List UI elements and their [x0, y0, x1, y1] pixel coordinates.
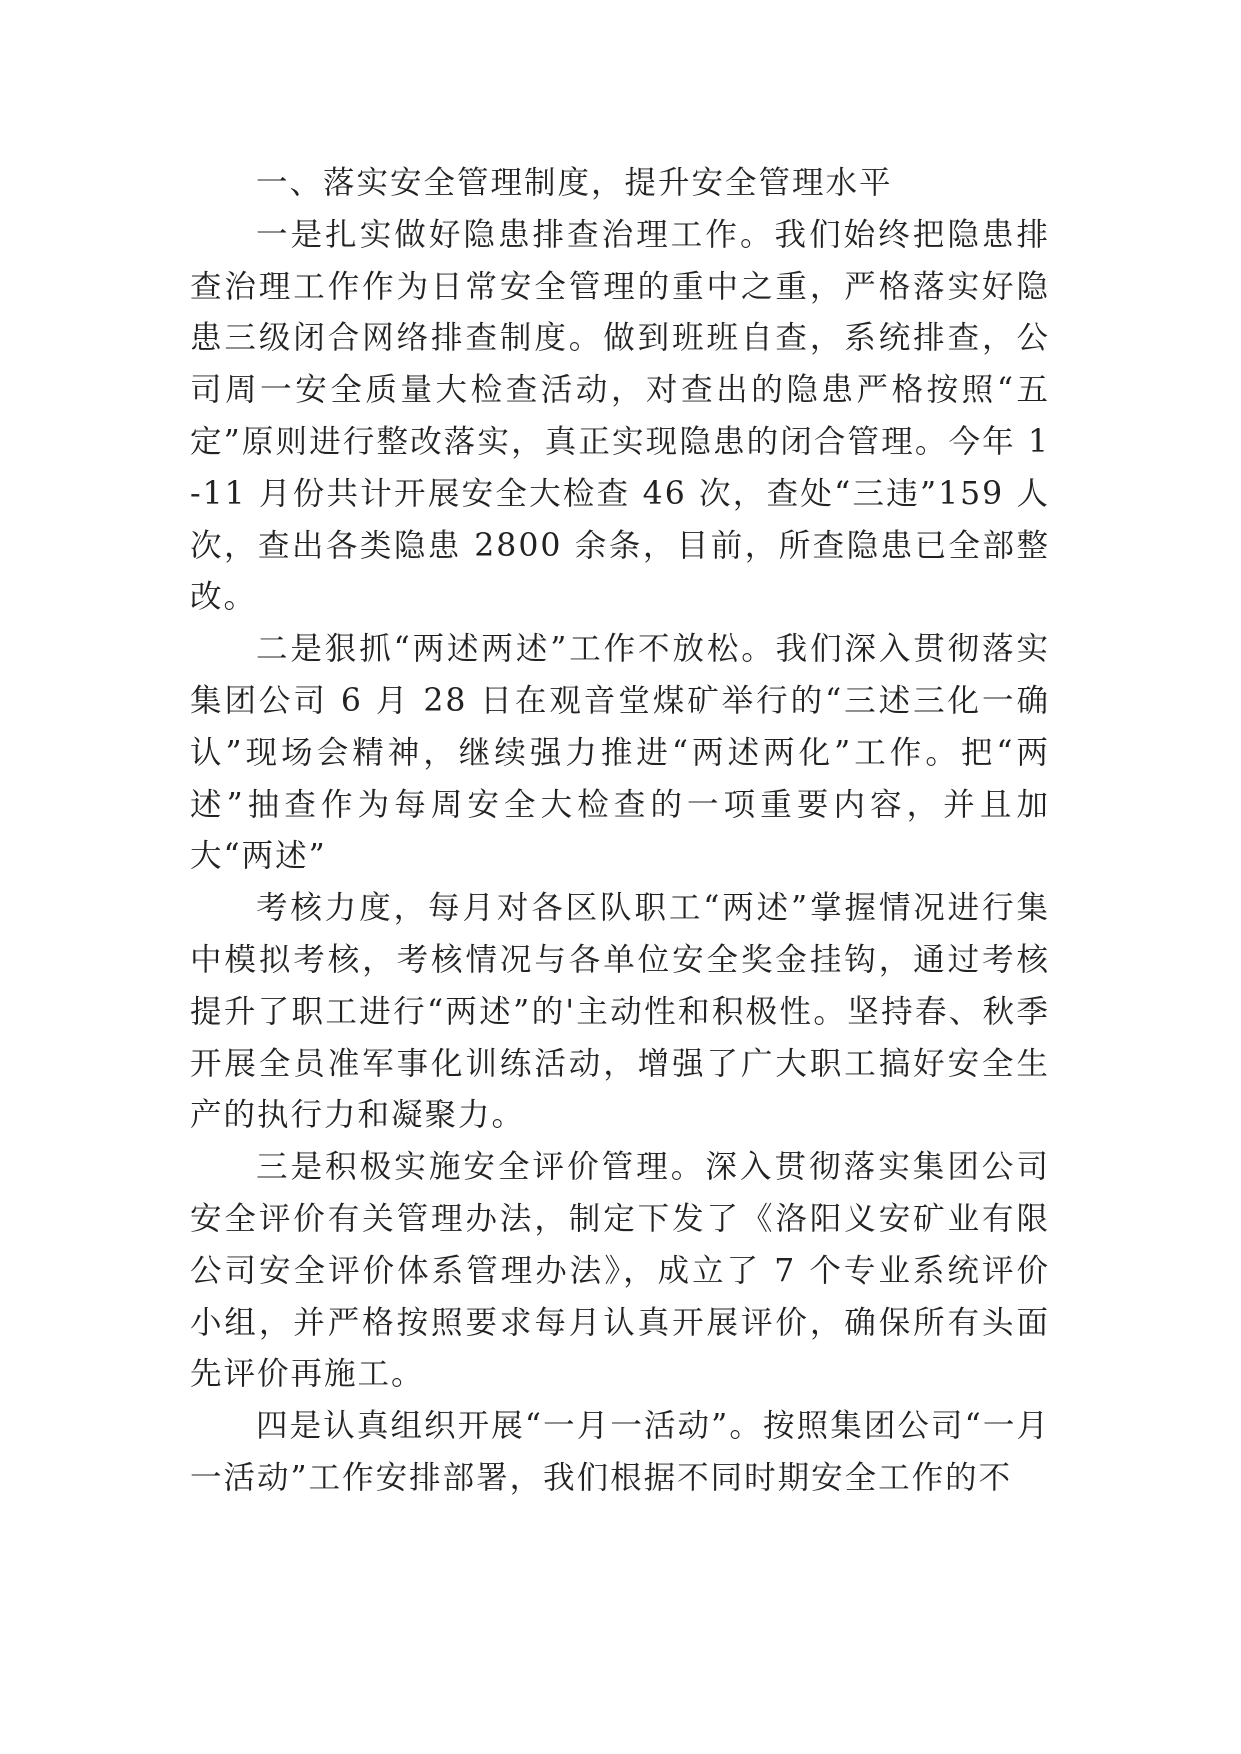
paragraph-monthly-activity: 四是认真组织开展“一月一活动”。按照集团公司“一月一活动”工作安排部署，我们根据不同时期安全工作的不 [190, 1408, 1050, 1496]
section-heading: 一、落实安全管理制度，提升安全管理水平 [256, 165, 893, 201]
paragraph-safety-evaluation: 三是积极实施安全评价管理。深入贯彻落实集团公司安全评价有关管理办法，制定下发了《洛阳义安矿业有限公司安全评价体系管理办法》，成立了 7 个专业系统评价小组，并严格按照要求每月认真开展评价，确保所有头面先评价再施工。 [190, 1149, 1050, 1393]
paragraph-two-statements: 二是狠抓“两述两述”工作不放松。我们深入贯彻落实集团公司 6 月 28 日在观音堂煤矿举行的“三述三化一确认”现场会精神，继续强力推进“两述两化”工作。把“两述”抽查作为每周安全大检查的一项重要内容，并且加大“两述” [190, 631, 1050, 875]
paragraph-hazard-inspection: 一是扎实做好隐患排查治理工作。我们始终把隐患排查治理工作作为日常安全管理的重中之重，严格落实好隐患三级闭合网络排查制度。做到班班自查，系统排查，公司周一安全质量大检查活动，对查出的隐患严格按照“五定”原则进行整改落实，真正实现隐患的闭合管理。今年 1-11 月份共计开展安全大检查 46 次，查处“三违”159 人次，查出各类隐患 2800 余条，目前，所查隐患已全部整改。 [190, 216, 1050, 616]
document-body [190, 158, 1050, 1505]
paragraph-assessment: 考核力度，每月对各区队职工“两述”掌握情况进行集中模拟考核，考核情况与各单位安全奖金挂钩，通过考核提升了职工进行“两述”的'主动性和积极性。坚持春、秋季开展全员准军事化训练活动，增强了广大职工搞好安全生产的执行力和凝聚力。 [190, 890, 1050, 1134]
